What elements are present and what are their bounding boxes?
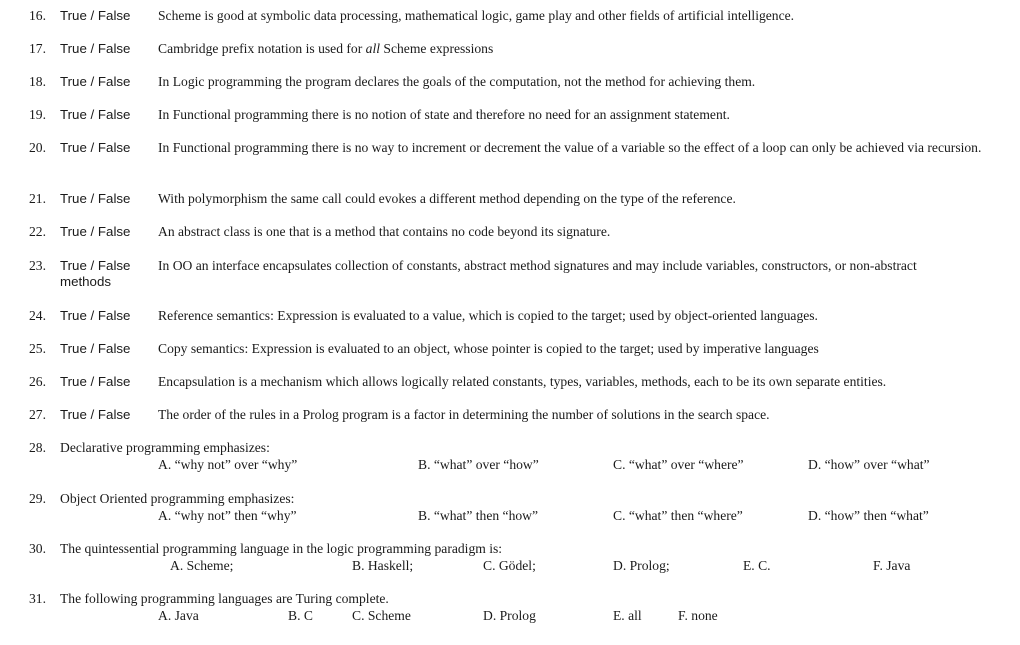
option-c[interactable]: C. “what” then “where” (613, 508, 743, 523)
question-number: 30. (29, 541, 46, 556)
question-statement: An abstract class is one that is a method that contains no code beyond its signature. (158, 224, 611, 239)
true-false-choice[interactable]: True / False (60, 407, 131, 422)
question-statement: With polymorphism the same call could evokes a different method depending on the type of the reference. (158, 191, 736, 206)
question-stem: The quintessential programming language in the logic programming paradigm is: (60, 541, 503, 556)
question-continuation: methods (60, 274, 111, 289)
question-number: 20. (29, 140, 46, 155)
option-e[interactable]: E. all (613, 608, 642, 623)
question-number: 28. (29, 440, 46, 455)
question-number: 23. (29, 258, 46, 273)
option-e[interactable]: E. C. (743, 558, 771, 573)
question-statement: Cambridge prefix notation is used for all Scheme expressions (158, 41, 494, 56)
question-statement: Scheme is good at symbolic data processing, mathematical logic, game play and other fields of artificial intelligence. (158, 8, 795, 23)
true-false-choice[interactable]: True / False (60, 341, 131, 356)
option-a[interactable]: A. “why not” then “why” (158, 508, 297, 523)
true-false-choice[interactable]: True / False (60, 224, 131, 239)
question-stem: The following programming languages are Turing complete. (60, 591, 389, 606)
question-statement: Copy semantics: Expression is evaluated to an object, whose pointer is copied to the target; used by imperative languages (158, 341, 819, 356)
true-false-choice[interactable]: True / False (60, 258, 131, 273)
question-number: 22. (29, 224, 46, 239)
question-number: 29. (29, 491, 46, 506)
option-b[interactable]: B. C (288, 608, 313, 623)
option-d[interactable]: D. Prolog (483, 608, 536, 623)
question-stem: Object Oriented programming emphasizes: (60, 491, 295, 506)
question-number: 26. (29, 374, 46, 389)
true-false-choice[interactable]: True / False (60, 8, 131, 23)
true-false-choice[interactable]: True / False (60, 140, 131, 155)
true-false-choice[interactable]: True / False (60, 74, 131, 89)
question-statement: In Functional programming there is no way to increment or decrement the value of a variable so the effect of a loop can only be achieved via recursion. (158, 140, 982, 155)
true-false-choice[interactable]: True / False (60, 107, 131, 122)
question-number: 25. (29, 341, 46, 356)
true-false-choice[interactable]: True / False (60, 374, 131, 389)
true-false-choice[interactable]: True / False (60, 308, 131, 323)
emphasis-all: all (365, 41, 380, 56)
question-number: 31. (29, 591, 46, 606)
option-f[interactable]: F. none (678, 608, 718, 623)
question-statement: In Logic programming the program declares the goals of the computation, not the method for achieving them. (158, 74, 756, 89)
option-c[interactable]: C. Gödel; (483, 558, 536, 573)
option-a[interactable]: A. “why not” over “why” (158, 457, 298, 472)
question-number: 16. (29, 8, 46, 23)
option-a[interactable]: A. Scheme; (170, 558, 234, 573)
option-c[interactable]: C. “what” over “where” (613, 457, 744, 472)
question-statement: In OO an interface encapsulates collection of constants, abstract method signatures and may include variables, constructors, or non-abstract (158, 258, 917, 273)
question-statement: The order of the rules in a Prolog program is a factor in determining the number of solutions in the search space. (158, 407, 770, 422)
question-statement: Encapsulation is a mechanism which allows logically related constants, types, variables, methods, each to be its own separate entities. (158, 374, 887, 389)
question-number: 18. (29, 74, 46, 89)
question-number: 27. (29, 407, 46, 422)
question-number: 21. (29, 191, 46, 206)
option-b[interactable]: B. “what” over “how” (418, 457, 539, 472)
option-d[interactable]: D. “how” then “what” (808, 508, 929, 523)
question-statement: Reference semantics: Expression is evaluated to a value, which is copied to the target; used by object-oriented languages. (158, 308, 818, 323)
question-stem: Declarative programming emphasizes: (60, 440, 270, 455)
option-f[interactable]: F. Java (873, 558, 911, 573)
question-statement: In Functional programming there is no notion of state and therefore no need for an assignment statement. (158, 107, 730, 122)
question-number: 17. (29, 41, 46, 56)
option-c[interactable]: C. Scheme (352, 608, 411, 623)
option-b[interactable]: B. Haskell; (352, 558, 414, 573)
option-d[interactable]: D. “how” over “what” (808, 457, 930, 472)
option-a[interactable]: A. Java (158, 608, 199, 623)
true-false-choice[interactable]: True / False (60, 191, 131, 206)
question-number: 24. (29, 308, 46, 323)
option-b[interactable]: B. “what” then “how” (418, 508, 539, 523)
option-d[interactable]: D. Prolog; (613, 558, 670, 573)
true-false-choice[interactable]: True / False (60, 41, 131, 56)
question-number: 19. (29, 107, 46, 122)
